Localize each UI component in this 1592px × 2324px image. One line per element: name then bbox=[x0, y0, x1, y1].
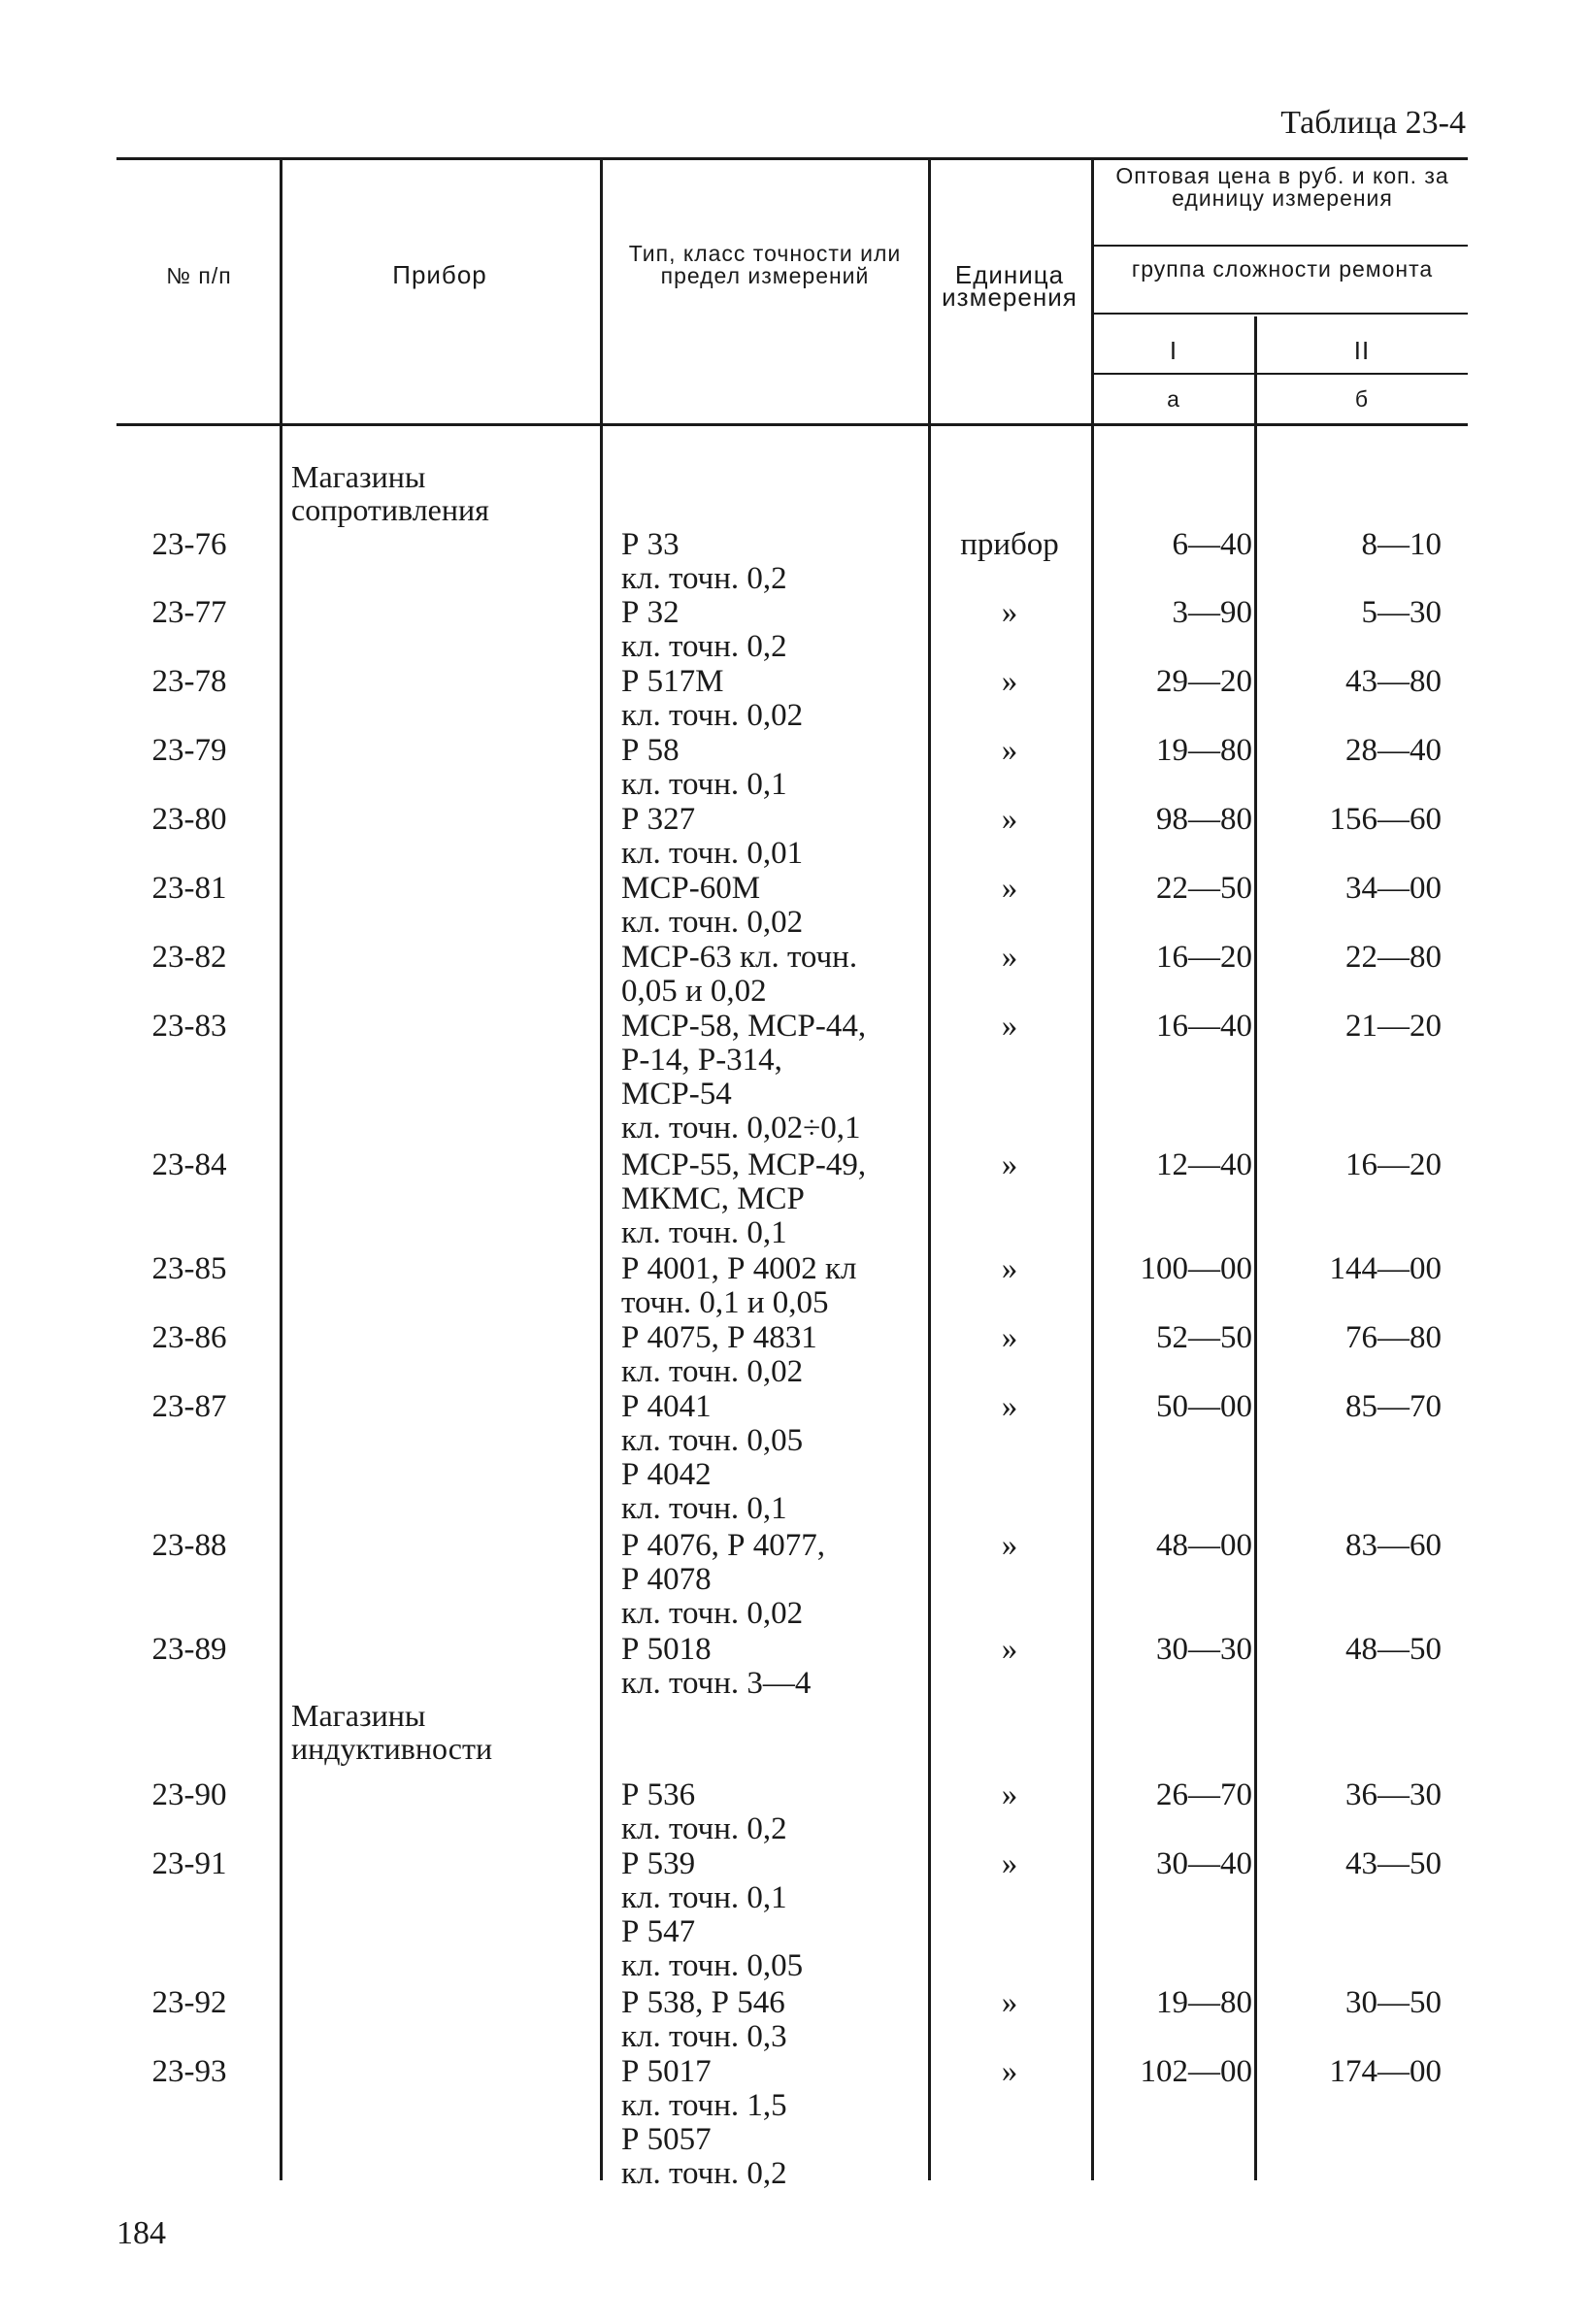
row-number: 23-83 bbox=[151, 1009, 227, 1044]
row-unit: » bbox=[1001, 1320, 1018, 1355]
row-number: 23-80 bbox=[151, 802, 227, 837]
row-price-b: 174—00 bbox=[1329, 2054, 1442, 2089]
row-number: 23-87 bbox=[151, 1389, 227, 1424]
row-type: Р 5018 кл. точн. 3—4 bbox=[621, 1632, 812, 1701]
row-number: 23-77 bbox=[151, 595, 227, 630]
row-price-a: 19—80 bbox=[1156, 1985, 1252, 2020]
row-unit: » bbox=[1001, 940, 1018, 975]
row-price-a: 30—30 bbox=[1156, 1632, 1252, 1667]
row-price-b: 83—60 bbox=[1345, 1528, 1442, 1563]
row-unit: » bbox=[1001, 1251, 1018, 1286]
row-price-b: 8—10 bbox=[1361, 527, 1442, 562]
column-rule-4 bbox=[1091, 159, 1094, 2180]
row-unit: » bbox=[1001, 871, 1018, 906]
row-price-a: 102—00 bbox=[1140, 2054, 1252, 2089]
row-price-b: 36—30 bbox=[1345, 1777, 1442, 1812]
row-unit: » bbox=[1001, 2054, 1018, 2089]
row-type: Р 327 кл. точн. 0,01 bbox=[621, 802, 804, 871]
row-price-a: 12—40 bbox=[1156, 1147, 1252, 1182]
column-rule-2 bbox=[600, 159, 603, 2180]
row-price-b: 22—80 bbox=[1345, 940, 1442, 975]
row-unit: » bbox=[1001, 1528, 1018, 1563]
row-price-b: 48—50 bbox=[1345, 1632, 1442, 1667]
row-type: МСР-63 кл. точн. 0,05 и 0,02 bbox=[621, 940, 858, 1009]
row-price-b: 85—70 bbox=[1345, 1389, 1442, 1424]
row-price-b: 76—80 bbox=[1345, 1320, 1442, 1355]
row-unit: » bbox=[1001, 1632, 1018, 1667]
row-price-b: 43—80 bbox=[1345, 664, 1442, 699]
row-unit: » bbox=[1001, 1846, 1018, 1881]
row-unit: » bbox=[1001, 1389, 1018, 1424]
row-price-a: 50—00 bbox=[1156, 1389, 1252, 1424]
row-price-a: 52—50 bbox=[1156, 1320, 1252, 1355]
header-num: № п/п bbox=[166, 263, 232, 288]
row-price-b: 21—20 bbox=[1345, 1009, 1442, 1044]
header-sub-b: б bbox=[1354, 386, 1370, 412]
row-unit: » bbox=[1001, 595, 1018, 630]
header-bottom-rule bbox=[116, 423, 1468, 426]
row-number: 23-86 bbox=[151, 1320, 227, 1355]
row-number: 23-88 bbox=[151, 1528, 227, 1563]
row-price-a: 48—00 bbox=[1156, 1528, 1252, 1563]
row-type: МСР-55, МСР-49, МКМС, МСР кл. точн. 0,1 bbox=[621, 1147, 867, 1250]
row-number: 23-82 bbox=[151, 940, 227, 975]
page-number: 184 bbox=[116, 2215, 166, 2251]
row-number: 23-91 bbox=[151, 1846, 227, 1881]
row-type: Р 536 кл. точн. 0,2 bbox=[621, 1777, 787, 1846]
row-type: Р 4075, Р 4831 кл. точн. 0,02 bbox=[621, 1320, 817, 1389]
row-price-b: 28—40 bbox=[1345, 733, 1442, 768]
row-type: Р 4001, Р 4002 кл точн. 0,1 и 0,05 bbox=[621, 1251, 857, 1320]
row-type: Р 33 кл. точн. 0,2 bbox=[621, 527, 787, 596]
row-unit: » bbox=[1001, 1147, 1018, 1182]
header-col-I: I bbox=[1169, 336, 1178, 365]
row-number: 23-93 bbox=[151, 2054, 227, 2089]
price-subrule-2 bbox=[1093, 313, 1468, 315]
row-type: Р 58 кл. точн. 0,1 bbox=[621, 733, 787, 802]
header-device: Прибор bbox=[392, 260, 487, 289]
row-unit: » bbox=[1001, 733, 1018, 768]
row-type: Р 32 кл. точн. 0,2 bbox=[621, 595, 787, 664]
row-price-b: 16—20 bbox=[1345, 1147, 1442, 1182]
row-number: 23-89 bbox=[151, 1632, 227, 1667]
row-number: 23-81 bbox=[151, 871, 227, 906]
row-price-a: 3—90 bbox=[1172, 595, 1252, 630]
row-type: Р 539 кл. точн. 0,1 Р 547 кл. точн. 0,05 bbox=[621, 1846, 804, 1983]
row-type: Р 4041 кл. точн. 0,05 Р 4042 кл. точн. 0,1 bbox=[621, 1389, 804, 1526]
row-price-a: 30—40 bbox=[1156, 1846, 1252, 1881]
header-sub-a: а bbox=[1167, 386, 1180, 412]
row-unit: » bbox=[1001, 1777, 1018, 1812]
row-type: Р 4076, Р 4077, Р 4078 кл. точн. 0,02 bbox=[621, 1528, 825, 1631]
header-price: Оптовая цена в руб. и коп. за единицу измерения bbox=[1115, 163, 1449, 211]
row-price-a: 19—80 bbox=[1156, 733, 1252, 768]
row-unit: » bbox=[1001, 1009, 1018, 1044]
row-price-a: 100—00 bbox=[1140, 1251, 1252, 1286]
row-number: 23-84 bbox=[151, 1147, 227, 1182]
row-price-b: 43—50 bbox=[1345, 1846, 1442, 1881]
header-type: Тип, класс точности или предел измерений bbox=[628, 241, 902, 288]
column-rule-5 bbox=[1254, 316, 1257, 2180]
row-price-a: 98—80 bbox=[1156, 802, 1252, 837]
row-price-b: 156—60 bbox=[1329, 802, 1442, 837]
row-price-a: 16—20 bbox=[1156, 940, 1252, 975]
row-price-a: 6—40 bbox=[1172, 527, 1252, 562]
group-label: Магазины индуктивности bbox=[291, 1698, 493, 1766]
group-label: Магазины сопротивления bbox=[291, 459, 489, 527]
header-col-II: II bbox=[1353, 336, 1371, 365]
row-price-a: 26—70 bbox=[1156, 1777, 1252, 1812]
row-type: МСР-58, МСР-44, Р-14, Р-314, МСР-54 кл. точн. 0,02÷0,1 bbox=[621, 1009, 867, 1145]
row-price-b: 34—00 bbox=[1345, 871, 1442, 906]
price-subrule-1 bbox=[1093, 245, 1468, 247]
row-price-b: 144—00 bbox=[1329, 1251, 1442, 1286]
row-number: 23-76 bbox=[151, 527, 227, 562]
row-unit: прибор bbox=[960, 527, 1059, 562]
row-type: Р 5017 кл. точн. 1,5 Р 5057 кл. точн. 0,2 bbox=[621, 2054, 787, 2191]
row-number: 23-85 bbox=[151, 1251, 227, 1286]
price-subrule-3 bbox=[1093, 373, 1468, 375]
row-price-b: 30—50 bbox=[1345, 1985, 1442, 2020]
row-number: 23-79 bbox=[151, 733, 227, 768]
row-unit: » bbox=[1001, 802, 1018, 837]
row-price-a: 16—40 bbox=[1156, 1009, 1252, 1044]
header-group: группа сложности ремонта bbox=[1131, 256, 1434, 282]
row-type: Р 517М кл. точн. 0,02 bbox=[621, 664, 804, 733]
table-top-rule bbox=[116, 157, 1468, 160]
row-number: 23-92 bbox=[151, 1985, 227, 2020]
row-unit: » bbox=[1001, 1985, 1018, 2020]
column-rule-1 bbox=[280, 159, 282, 2180]
row-price-a: 22—50 bbox=[1156, 871, 1252, 906]
row-type: МСР-60М кл. точн. 0,02 bbox=[621, 871, 804, 940]
table-caption: Таблица 23-4 bbox=[1280, 105, 1466, 141]
row-price-a: 29—20 bbox=[1156, 664, 1252, 699]
row-unit: » bbox=[1001, 664, 1018, 699]
row-type: Р 538, Р 546 кл. точн. 0,3 bbox=[621, 1985, 787, 2054]
row-price-b: 5—30 bbox=[1361, 595, 1442, 630]
header-unit: Единица измерения bbox=[942, 260, 1078, 312]
row-number: 23-78 bbox=[151, 664, 227, 699]
row-number: 23-90 bbox=[151, 1777, 227, 1812]
